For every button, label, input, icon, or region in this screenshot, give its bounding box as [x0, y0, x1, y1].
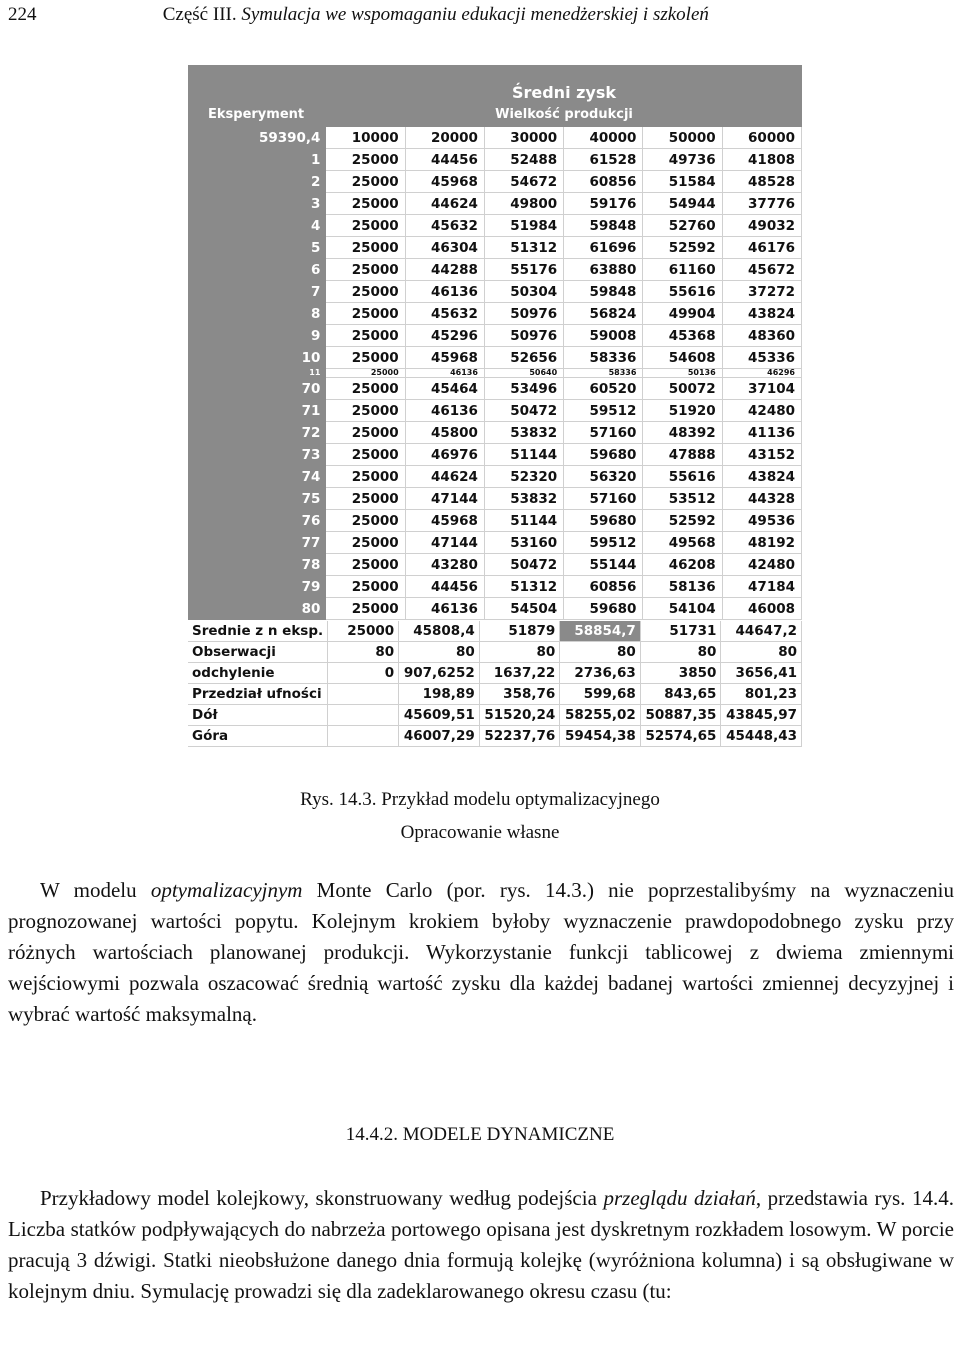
- table-row: [188, 488, 802, 510]
- table-cell: 45968: [405, 510, 484, 532]
- stats-cell: 80: [328, 642, 399, 663]
- table-cell: 58336: [564, 369, 643, 378]
- table-cell: 49904: [643, 303, 722, 325]
- table-cell: 43280: [405, 554, 484, 576]
- table-cell: 63880: [564, 259, 643, 281]
- stats-cell: 45609,51: [399, 705, 480, 726]
- table-cell: 43824: [722, 303, 801, 325]
- table-cell: 60520: [564, 378, 643, 400]
- row-id: 9: [188, 325, 326, 347]
- table-cell: 59680: [564, 598, 643, 620]
- table-cell: 46136: [405, 369, 484, 378]
- table-cell: 42480: [722, 400, 801, 422]
- table-cell: 25000: [326, 576, 405, 598]
- stats-cell: 358,76: [479, 684, 560, 705]
- table-row: [188, 532, 802, 554]
- row-id: 4: [188, 215, 326, 237]
- table-row: [188, 215, 802, 237]
- table-cell: 25000: [326, 598, 405, 620]
- table-cell: 25000: [326, 466, 405, 488]
- table-cell: 54608: [643, 347, 722, 369]
- row-id: 72: [188, 422, 326, 444]
- row-id: 76: [188, 510, 326, 532]
- table-cell: 51312: [484, 237, 563, 259]
- stats-cell: [328, 705, 399, 726]
- row-id: 2: [188, 171, 326, 193]
- table-cell: 54104: [643, 598, 722, 620]
- row-id: 80: [188, 598, 326, 620]
- table-cell: 60856: [564, 576, 643, 598]
- table-cell: 54672: [484, 171, 563, 193]
- table-cell: 52760: [643, 215, 722, 237]
- stats-cell: 801,23: [721, 684, 802, 705]
- stats-label: Srednie z n eksp.: [188, 621, 328, 642]
- stats-cell: 44647,2: [721, 621, 802, 642]
- table-cell: 25000: [326, 171, 405, 193]
- table-cell: 59680: [564, 510, 643, 532]
- section-heading: 14.4.2. MODELE DYNAMICZNE: [345, 1124, 615, 1145]
- page-number: 224: [8, 4, 37, 25]
- table-cell: 49800: [484, 193, 563, 215]
- table-cell: 59848: [564, 215, 643, 237]
- table-cell: 25000: [326, 325, 405, 347]
- table-cell: 50472: [484, 400, 563, 422]
- table-cell: 52592: [643, 237, 722, 259]
- experiment-label: Eksperyment: [208, 107, 305, 122]
- table-cell: 58136: [643, 576, 722, 598]
- table-cell: 25000: [326, 422, 405, 444]
- figure-caption: Rys. 14.3. Przykład modelu optymalizacyjnego: [300, 789, 660, 810]
- table-cell: 25000: [326, 347, 405, 369]
- table-cell: 56320: [564, 466, 643, 488]
- table-cell: 37104: [722, 378, 801, 400]
- table-cell: 45632: [405, 215, 484, 237]
- table-cell: 53832: [484, 422, 563, 444]
- table-cell: 61160: [643, 259, 722, 281]
- table-cell: 57160: [564, 488, 643, 510]
- table-cell: 49736: [643, 149, 722, 171]
- table-cell: 45968: [405, 347, 484, 369]
- table-cell: 25000: [326, 215, 405, 237]
- table-cell: 55144: [564, 554, 643, 576]
- table-cell: 46176: [722, 237, 801, 259]
- table-cell: 44328: [722, 488, 801, 510]
- stats-cell: 80: [640, 642, 721, 663]
- sheet-subtitle: Wielkość produkcji: [495, 107, 633, 122]
- table-cell: 59848: [564, 281, 643, 303]
- stats-cell: 45448,43: [721, 726, 802, 747]
- row-id: 5: [188, 237, 326, 259]
- table-cell: 50976: [484, 325, 563, 347]
- table-row: [188, 444, 802, 466]
- table-row: [188, 347, 802, 369]
- table-row: [188, 598, 802, 620]
- stats-cell: 58255,02: [560, 705, 641, 726]
- table-cell: 49032: [722, 215, 801, 237]
- table-cell: 25000: [326, 554, 405, 576]
- stats-cell: [328, 726, 399, 747]
- table-cell: 25000: [326, 400, 405, 422]
- stats-cell: 2736,63: [560, 663, 641, 684]
- stats-label: Obserwacji: [188, 642, 328, 663]
- table-cell: 57160: [564, 422, 643, 444]
- table-cell: 47888: [643, 444, 722, 466]
- stats-cell: 80: [479, 642, 560, 663]
- column-header: 30000: [484, 127, 563, 149]
- row-id: 6: [188, 259, 326, 281]
- stats-row: [188, 621, 802, 642]
- table-cell: 25000: [326, 193, 405, 215]
- row-id: 8: [188, 303, 326, 325]
- table-row: [188, 237, 802, 259]
- table-row: [188, 378, 802, 400]
- table-cell: 51584: [643, 171, 722, 193]
- column-header: 50000: [643, 127, 722, 149]
- data-grid: [188, 127, 802, 620]
- table-cell: 51144: [484, 510, 563, 532]
- stats-cell: 25000: [328, 621, 399, 642]
- stats-label: odchylenie: [188, 663, 328, 684]
- stats-cell: 3850: [640, 663, 721, 684]
- p2-emphasis: przeglądu działań: [603, 1186, 756, 1210]
- table-cell: 43152: [722, 444, 801, 466]
- table-cell: 48192: [722, 532, 801, 554]
- table-cell: 47144: [405, 488, 484, 510]
- table-cell: 53832: [484, 488, 563, 510]
- table-cell: 45672: [722, 259, 801, 281]
- row-id: 1: [188, 149, 326, 171]
- table-cell: 47184: [722, 576, 801, 598]
- stats-label: Góra: [188, 726, 328, 747]
- row-id: 77: [188, 532, 326, 554]
- table-row: [188, 369, 802, 378]
- stats-label: Dół: [188, 705, 328, 726]
- table-row: [188, 149, 802, 171]
- figure-source: Opracowanie własne: [400, 822, 560, 843]
- table-cell: 54944: [643, 193, 722, 215]
- column-header-row: [188, 127, 802, 149]
- table-row: [188, 281, 802, 303]
- table-cell: 61528: [564, 149, 643, 171]
- part-title: Symulacja we wspomaganiu edukacji menedżerskiej i szkoleń: [241, 4, 709, 25]
- stats-cell: 58854,7: [560, 621, 641, 642]
- table-cell: 45632: [405, 303, 484, 325]
- sheet-title: Średni zysk: [511, 83, 617, 102]
- table-cell: 25000: [326, 532, 405, 554]
- table-cell: 46208: [643, 554, 722, 576]
- table-row: [188, 259, 802, 281]
- table-cell: 50304: [484, 281, 563, 303]
- stats-cell: [328, 684, 399, 705]
- table-cell: 53496: [484, 378, 563, 400]
- table-cell: 53160: [484, 532, 563, 554]
- stats-cell: 45808,4: [399, 621, 480, 642]
- table-cell: 59176: [564, 193, 643, 215]
- stats-cell: 843,65: [640, 684, 721, 705]
- table-cell: 25000: [326, 237, 405, 259]
- table-cell: 37776: [722, 193, 801, 215]
- table-cell: 55176: [484, 259, 563, 281]
- spreadsheet-figure: [188, 65, 802, 753]
- row-id: 71: [188, 400, 326, 422]
- table-cell: 52656: [484, 347, 563, 369]
- p1-emphasis: optymalizacyjnym: [150, 878, 303, 902]
- stats-cell: 51879: [479, 621, 560, 642]
- column-header: 20000: [405, 127, 484, 149]
- p1-text-a: W modelu: [40, 878, 151, 902]
- table-cell: 51920: [643, 400, 722, 422]
- table-cell: 25000: [326, 510, 405, 532]
- column-header: 60000: [722, 127, 801, 149]
- row-id: 7: [188, 281, 326, 303]
- table-cell: 56824: [564, 303, 643, 325]
- row-id: 73: [188, 444, 326, 466]
- table-cell: 52488: [484, 149, 563, 171]
- table-cell: 55616: [643, 466, 722, 488]
- table-row: [188, 171, 802, 193]
- table-cell: 58336: [564, 347, 643, 369]
- table-cell: 46136: [405, 598, 484, 620]
- table-cell: 45968: [405, 171, 484, 193]
- p2-text-c: , przedstawia rys. 14.4. Liczba statków podpływających do nabrzeża portowego opisana jest dyskretnym rozkładem losowym. W porcie pracują 3 dźwigi. Statki nieobsłużone danego dnia formują kolejkę (wyróżniona kolumna) i są obsługiwane w kolejnym dniu. Symulację prowadzi się dla zadeklarowanego okresu czasu (tu:: [8, 1186, 954, 1303]
- table-cell: 45296: [405, 325, 484, 347]
- p2-text-a: Przykładowy model kolejkowy, skonstruowany według podejścia: [40, 1186, 604, 1210]
- row-id: 3: [188, 193, 326, 215]
- stats-cell: 80: [399, 642, 480, 663]
- table-cell: 25000: [326, 303, 405, 325]
- table-cell: 45336: [722, 347, 801, 369]
- table-row: [188, 193, 802, 215]
- table-cell: 51312: [484, 576, 563, 598]
- table-cell: 50976: [484, 303, 563, 325]
- stats-row: [188, 726, 802, 747]
- stats-cell: 52574,65: [640, 726, 721, 747]
- row-id: 10: [188, 347, 326, 369]
- table-row: [188, 576, 802, 598]
- stats-table: [188, 621, 802, 747]
- table-cell: 59008: [564, 325, 643, 347]
- stats-cell: 51520,24: [479, 705, 560, 726]
- stats-cell: 46007,29: [399, 726, 480, 747]
- column-header: 40000: [564, 127, 643, 149]
- table-cell: 49568: [643, 532, 722, 554]
- table-cell: 48392: [643, 422, 722, 444]
- row-id: 74: [188, 466, 326, 488]
- table-cell: 50136: [643, 369, 722, 378]
- table-cell: 59512: [564, 532, 643, 554]
- table-cell: 45800: [405, 422, 484, 444]
- table-cell: 25000: [326, 149, 405, 171]
- row-id: 75: [188, 488, 326, 510]
- running-head: [8, 0, 709, 30]
- table-cell: 52320: [484, 466, 563, 488]
- table-cell: 59512: [564, 400, 643, 422]
- stats-cell: 198,89: [399, 684, 480, 705]
- table-row: [188, 400, 802, 422]
- column-header: 10000: [326, 127, 405, 149]
- table-row: [188, 422, 802, 444]
- table-cell: 44288: [405, 259, 484, 281]
- stats-cell: 1637,22: [479, 663, 560, 684]
- stats-cell: 907,6252: [399, 663, 480, 684]
- table-cell: 51144: [484, 444, 563, 466]
- table-row: [188, 554, 802, 576]
- table-cell: 44456: [405, 149, 484, 171]
- stats-row: [188, 663, 802, 684]
- table-cell: 37272: [722, 281, 801, 303]
- table-cell: 50072: [643, 378, 722, 400]
- table-cell: 59680: [564, 444, 643, 466]
- table-cell: 25000: [326, 281, 405, 303]
- table-cell: 45368: [643, 325, 722, 347]
- stats-row: [188, 642, 802, 663]
- stats-row: [188, 705, 802, 726]
- table-cell: 43824: [722, 466, 801, 488]
- row-id: 79: [188, 576, 326, 598]
- table-cell: 55616: [643, 281, 722, 303]
- table-cell: 44624: [405, 466, 484, 488]
- table-cell: 48360: [722, 325, 801, 347]
- stats-cell: 52237,76: [479, 726, 560, 747]
- table-cell: 41808: [722, 149, 801, 171]
- stats-cell: 43845,97: [721, 705, 802, 726]
- table-cell: 25000: [326, 378, 405, 400]
- table-cell: 52592: [643, 510, 722, 532]
- corner-value: 59390,4: [188, 127, 326, 149]
- table-row: [188, 466, 802, 488]
- table-row: [188, 325, 802, 347]
- table-cell: 47144: [405, 532, 484, 554]
- table-cell: 25000: [326, 444, 405, 466]
- table-cell: 50472: [484, 554, 563, 576]
- table-cell: 44624: [405, 193, 484, 215]
- table-cell: 54504: [484, 598, 563, 620]
- stats-label: Przedział ufności: [188, 684, 328, 705]
- stats-cell: 51731: [640, 621, 721, 642]
- paragraph-1: [8, 875, 954, 1030]
- stats-row: [188, 684, 802, 705]
- table-cell: 50640: [484, 369, 563, 378]
- table-cell: 46976: [405, 444, 484, 466]
- table-row: [188, 510, 802, 532]
- p1-text-c: Monte Carlo (por. rys. 14.3.) nie poprzestalibyśmy na wyznaczeniu prognozowanej wartości popytu. Kolejnym krokiem byłoby wyznaczenie prawdopodobnego zysku przy różnych wartościach planowanej produkcji. Wykorzystanie funkcji tablicowej z dwiema zmiennymi wejściowymi pozwala oszacować średnią wartość zysku dla każdej badanej wartości zmiennej decyzyjnej i wybrać wartość maksymalną.: [8, 878, 954, 1026]
- table-cell: 53512: [643, 488, 722, 510]
- table-cell: 46008: [722, 598, 801, 620]
- table-cell: 60856: [564, 171, 643, 193]
- table-cell: 61696: [564, 237, 643, 259]
- table-cell: 46304: [405, 237, 484, 259]
- row-id: 70: [188, 378, 326, 400]
- stats-cell: 80: [560, 642, 641, 663]
- stats-cell: 80: [721, 642, 802, 663]
- table-cell: 49536: [722, 510, 801, 532]
- table-cell: 25000: [326, 369, 405, 378]
- table-cell: 48528: [722, 171, 801, 193]
- stats-cell: 50887,35: [640, 705, 721, 726]
- table-row: [188, 303, 802, 325]
- table-cell: 51984: [484, 215, 563, 237]
- row-id: 78: [188, 554, 326, 576]
- table-cell: 46136: [405, 400, 484, 422]
- table-cell: 45464: [405, 378, 484, 400]
- part-label: Część III.: [162, 4, 237, 25]
- stats-cell: 599,68: [560, 684, 641, 705]
- table-cell: 44456: [405, 576, 484, 598]
- table-cell: 25000: [326, 259, 405, 281]
- stats-cell: 3656,41: [721, 663, 802, 684]
- table-cell: 41136: [722, 422, 801, 444]
- table-cell: 25000: [326, 488, 405, 510]
- stats-cell: 59454,38: [560, 726, 641, 747]
- stats-cell: 0: [328, 663, 399, 684]
- table-cell: 42480: [722, 554, 801, 576]
- paragraph-2: [8, 1183, 954, 1307]
- table-cell: 46136: [405, 281, 484, 303]
- row-id: 11: [188, 369, 326, 378]
- table-cell: 46296: [722, 369, 801, 378]
